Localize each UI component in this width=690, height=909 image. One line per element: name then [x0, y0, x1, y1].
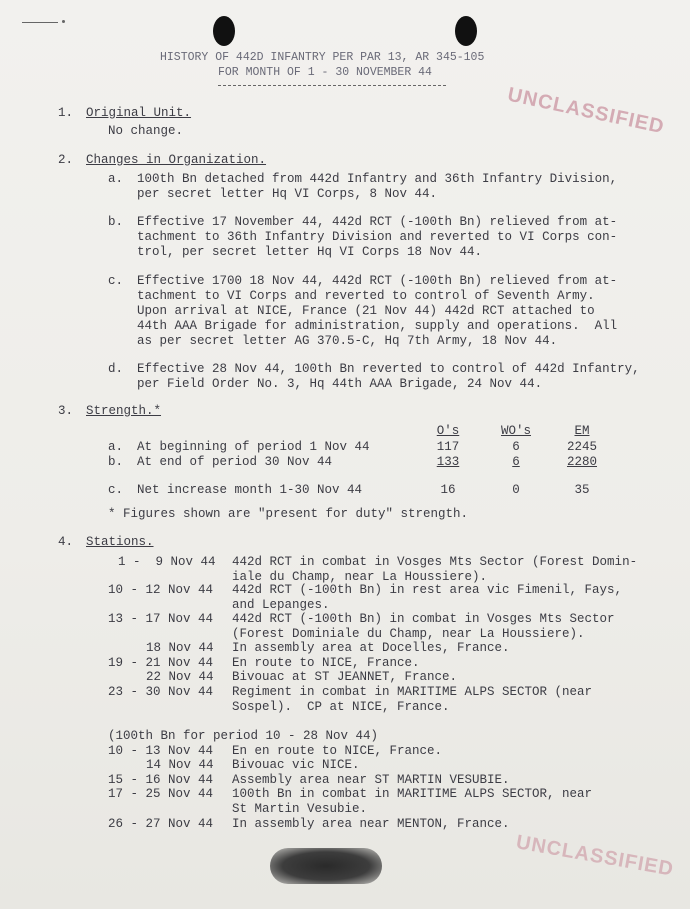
unclassified-stamp: UNCLASSIFIED — [505, 83, 667, 139]
station-line: (Forest Dominiale du Champ, near La Houssiere). — [232, 627, 585, 641]
strength-value: 133 — [436, 455, 460, 469]
item-label: a. — [108, 172, 124, 186]
station-date: 18 Nov 44 — [146, 641, 214, 655]
section-title: Original Unit. — [86, 106, 192, 120]
footnote: * Figures shown are "present for duty" strength. — [108, 507, 469, 521]
station-line: En en route to NICE, France. — [232, 744, 443, 758]
section-number: 1. — [58, 106, 74, 120]
item-line: tachment to 36th Infantry Division and reverted to VI Corps con- — [137, 230, 618, 244]
station-date: 10 - 13 Nov 44 — [108, 744, 214, 758]
station-line: iale du Champ, near La Houssiere). — [232, 570, 488, 584]
section-number: 3. — [58, 404, 74, 418]
strength-value: 2280 — [566, 455, 597, 469]
strength-value: 2245 — [566, 440, 597, 454]
station-line: and Lepanges. — [232, 598, 330, 612]
section-number: 4. — [58, 535, 74, 549]
station-date: 17 - 25 Nov 44 — [108, 787, 214, 801]
item-line: 44th AAA Brigade for administration, supply and operations. All — [137, 319, 618, 333]
section-title: Strength.* — [86, 404, 162, 418]
station-date: 10 - 12 Nov 44 — [108, 583, 214, 597]
station-date: 13 - 17 Nov 44 — [108, 612, 214, 626]
strength-value: 6 — [512, 455, 520, 469]
station-date: 26 - 27 Nov 44 — [108, 817, 214, 831]
station-date: 19 - 21 Nov 44 — [108, 656, 214, 670]
item-line: Effective 1700 18 Nov 44, 442d RCT (-100th Bn) relieved from at- — [137, 274, 618, 288]
item-line: Effective 17 November 44, 442d RCT (-100th Bn) relieved from at- — [137, 215, 618, 229]
station-line: Assembly area near ST MARTIN VESUBIE. — [232, 773, 510, 787]
row-text: Net increase month 1-30 Nov 44 — [137, 483, 363, 497]
strength-value: 0 — [512, 483, 520, 497]
station-line: Bivouac vic NICE. — [232, 758, 360, 772]
pen-mark — [22, 22, 58, 23]
row-text: At end of period 30 Nov 44 — [137, 455, 333, 469]
section-title: Stations. — [86, 535, 154, 549]
doc-subtitle: FOR MONTH OF 1 - 30 NOVEMBER 44 — [218, 66, 432, 79]
section-number: 2. — [58, 153, 74, 167]
column-header: O's — [436, 424, 460, 438]
item-label: b. — [108, 215, 124, 229]
row-label: b. — [108, 455, 124, 469]
station-line: Bivouac at ST JEANNET, France. — [232, 670, 458, 684]
station-line: 442d RCT (-100th Bn) in rest area vic Fimenil, Fays, — [232, 583, 623, 597]
item-line: trol, per secret letter Hq VI Corps 18 Nov 44. — [137, 245, 483, 259]
station-date: 22 Nov 44 — [146, 670, 214, 684]
station-date: 14 Nov 44 — [146, 758, 214, 772]
item-label: d. — [108, 362, 124, 376]
item-line: Upon arrival at NICE, France (21 Nov 44) 442d RCT attached to — [137, 304, 595, 318]
sub-heading: (100th Bn for period 10 - 28 Nov 44) — [108, 729, 379, 743]
strength-value: 16 — [440, 483, 456, 497]
row-label: c. — [108, 483, 124, 497]
station-line: Regiment in combat in MARITIME ALPS SECTOR (near — [232, 685, 593, 699]
station-line: In assembly area near MENTON, France. — [232, 817, 510, 831]
strength-value: 6 — [512, 440, 520, 454]
station-date: 23 - 30 Nov 44 — [108, 685, 214, 699]
station-line: Sospel). CP at NICE, France. — [232, 700, 450, 714]
row-text: At beginning of period 1 Nov 44 — [137, 440, 370, 454]
station-line: En route to NICE, France. — [232, 656, 420, 670]
item-line: per Field Order No. 3, Hq 44th AAA Brigade, 24 Nov 44. — [137, 377, 543, 391]
pen-mark — [62, 20, 65, 23]
row-label: a. — [108, 440, 124, 454]
punch-hole-bottom — [270, 848, 382, 884]
doc-title: HISTORY OF 442D INFANTRY PER PAR 13, AR 345-105 — [160, 51, 485, 64]
station-line: 442d RCT in combat in Vosges Mts Sector (Forest Domin- — [232, 555, 638, 569]
item-line: 100th Bn detached from 442d Infantry and 36th Infantry Division, — [137, 172, 618, 186]
item-line: Effective 28 Nov 44, 100th Bn reverted to control of 442d Infantry, — [137, 362, 640, 376]
station-line: St Martin Vesubie. — [232, 802, 368, 816]
station-date: 1 - 9 Nov 44 — [118, 555, 216, 569]
station-line: 100th Bn in combat in MARITIME ALPS SECTOR, near — [232, 787, 593, 801]
punch-hole-right — [455, 16, 477, 46]
header-rule — [218, 85, 446, 86]
station-line: 442d RCT (-100th Bn) in combat in Vosges Mts Sector — [232, 612, 615, 626]
column-header: WO's — [500, 424, 531, 438]
item-label: c. — [108, 274, 124, 288]
column-header: EM — [574, 424, 590, 438]
section-text: No change. — [108, 124, 184, 138]
item-line: per secret letter Hq VI Corps, 8 Nov 44. — [137, 187, 438, 201]
section-title: Changes in Organization. — [86, 153, 267, 167]
item-line: tachment to VI Corps and reverted to control of Seventh Army. — [137, 289, 595, 303]
station-line: In assembly area at Docelles, France. — [232, 641, 510, 655]
punch-hole-left — [213, 16, 235, 46]
station-date: 15 - 16 Nov 44 — [108, 773, 214, 787]
item-line: as per secret letter AG 370.5-C, Hq 7th Army, 18 Nov 44. — [137, 334, 558, 348]
strength-value: 35 — [574, 483, 590, 497]
strength-value: 117 — [436, 440, 460, 454]
unclassified-stamp: UNCLASSIFIED — [514, 831, 676, 881]
